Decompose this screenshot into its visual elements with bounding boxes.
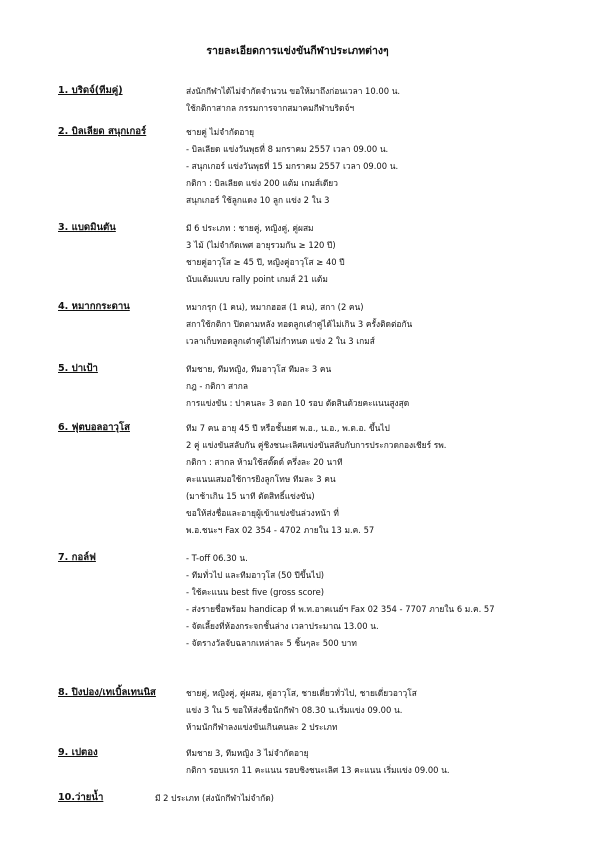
section-heading: 1. บริดจ์(ทีมคู่): [58, 85, 123, 96]
body-line: - บิลเลียด แข่งวันพุธที่ 8 มกราคม 2557 เวลา 09.00 น.: [186, 144, 389, 154]
body-line: - ส่งรายชื่อพร้อม handicap ที่ พ.ท.อาคเนย์ฯ Fax 02 354 - 7707 ภายใน 6 ม.ค. 57: [186, 604, 495, 614]
section-heading: 9. เปตอง: [58, 747, 98, 758]
body-line: ห้ามนักกีฬาลงแข่งขันเกินคนละ 2 ประเภท: [186, 722, 338, 732]
body-line: กติกา : สากล ห้ามใช้สตั๊ดด์ ครึ่งละ 20 นาที: [186, 457, 343, 467]
section-heading: 7. กอล์ฟ: [58, 552, 96, 563]
body-line: - จัดเลี้ยงที่ห้องกระจกชั้นล่าง เวลาประมาณ 13.00 น.: [186, 621, 379, 631]
body-line: ชายคู่ ไม่จำกัดอายุ: [186, 127, 255, 137]
section-body: [186, 124, 578, 209]
section-heading: 8. ปิงปอง/เทเบิ้ลเทนนิส: [58, 687, 156, 698]
body-line: - สนุกเกอร์ แข่งวันพุธที่ 15 มกราคม 2557 เวลา 09.00 น.: [186, 161, 399, 171]
body-line: ชายคู่, หญิงคู่, คู่ผสม, คู่อาวุโส, ชายเดี่ยวทั่วไป, ชายเดี่ยวอาวุโส: [186, 688, 417, 698]
document-title: รายละเอียดการแข่งขันกีฬาประเภทต่างๆ: [206, 45, 389, 57]
body-line: มี 2 ประเภท (ส่งนักกีฬาไม่จำกัด): [155, 793, 274, 803]
body-line: สกาใช้กติกา ปิดตามหลัง ทอดลูกเต๋าคู่ได้ไม่เกิน 3 ครั้งติดต่อกัน: [186, 319, 413, 329]
section-heading: 6. ฟุตบอลอาวุโส: [58, 422, 130, 433]
body-line: ชายคู่อาวุโส ≥ 45 ปี, หญิงคู่อาวุโส ≥ 40 ปี: [186, 257, 345, 267]
body-line: - ใช้คะแนน best five (gross score): [186, 587, 325, 597]
body-line: กติกา รอบแรก 11 คะแนน รอบชิงชนะเลิศ 13 คะแนน เริ่มแข่ง 09.00 น.: [186, 765, 450, 775]
body-line: พ.อ.ชนะฯ Fax 02 354 - 4702 ภายใน 13 ม.ค. 57: [186, 525, 375, 535]
section-body: [186, 83, 578, 117]
body-line: การแข่งขัน : ปาคนละ 3 ดอก 10 รอบ ตัดสินด้วยคะแนนสูงสุด: [186, 398, 410, 408]
section-heading: 2. บิลเลียด สนุกเกอร์: [58, 126, 147, 137]
body-line: ทีม 7 คน อายุ 45 ปี หรือชั้นยศ พ.อ., น.อ., พ.ต.อ. ขึ้นไป: [186, 423, 390, 433]
section-body: [186, 420, 578, 539]
body-line: ส่งนักกีฬาได้ไม่จำกัดจำนวน ขอให้มาถึงก่อนเวลา 10.00 น.: [186, 86, 401, 96]
body-line: - ทีมทั่วไป และทีมอาวุโส (50 ปีขึ้นไป): [186, 570, 325, 580]
section-heading: 10.ว่ายน้ำ: [58, 792, 104, 803]
body-line: แข่ง 3 ใน 5 ขอให้ส่งชื่อนักกีฬา 08.30 น.เริ่มแข่ง 09.00 น.: [186, 705, 403, 715]
section-heading: 3. แบดมินตัน: [58, 222, 116, 233]
section-body: [186, 745, 578, 779]
section-body: [186, 299, 578, 350]
section-body: [186, 220, 578, 288]
body-line: ทีมชาย 3, ทีมหญิง 3 ไม่จำกัดอายุ: [186, 748, 309, 758]
body-line: - T-off 06.30 น.: [186, 553, 248, 563]
body-line: เวลาเก็บทอดลูกเต๋าคู่ได้ไม่กำหนด แข่ง 2 ใน 3 เกมส์: [186, 336, 375, 346]
section-heading: 5. ปาเป้า: [58, 363, 98, 374]
body-line: กติกา : บิลเลียด แข่ง 200 แต้ม เกมส์เดียว: [186, 178, 338, 188]
body-line: ทีมชาย, ทีมหญิง, ทีมอาวุโส ทีมละ 3 คน: [186, 364, 332, 374]
section-body: [186, 550, 578, 652]
body-line: นับแต้มแบบ rally point เกมส์ 21 แต้ม: [186, 274, 328, 284]
body-line: หมากรุก (1 คน), หมากฮอส (1 คน), สกา (2 คน): [186, 302, 364, 312]
section-heading: 4. หมากกระดาน: [58, 301, 130, 312]
body-line: คะแนนเสมอใช้การยิงลูกโทษ ทีมละ 3 คน: [186, 474, 336, 484]
body-line: ขอให้ส่งชื่อและอายุผู้เข้าแข่งขันล่วงหน้า ที่: [186, 508, 339, 518]
body-line: 2 คู่ แข่งขันสลับกัน คู่ชิงชนะเลิศแข่งขันสลับกับการประกวดกองเชียร์ รพ.: [186, 440, 447, 450]
body-line: ใช้กติกาสากล กรรมการจากสมาคมกีฬาบริดจ์ฯ: [186, 103, 355, 113]
section-body: [155, 790, 547, 807]
body-line: กฎ - กติกา สากล: [186, 381, 249, 391]
body-line: มี 6 ประเภท : ชายคู่, หญิงคู่, คู่ผสม: [186, 223, 314, 233]
body-line: (มาช้าเกิน 15 นาที ตัดสิทธิ์แข่งขัน): [186, 491, 315, 501]
section-body: [186, 361, 578, 412]
body-line: - จัดรางวัลจับฉลากเหล่าละ 5 ชิ้นๆละ 500 บาท: [186, 638, 357, 648]
body-line: 3 ไม้ (ไม่จำกัดเพศ อายุรวมกัน ≥ 120 ปี): [186, 240, 336, 250]
section-body: [186, 685, 578, 736]
body-line: สนุกเกอร์ ใช้ลูกแดง 10 ลูก แข่ง 2 ใน 3: [186, 195, 330, 205]
